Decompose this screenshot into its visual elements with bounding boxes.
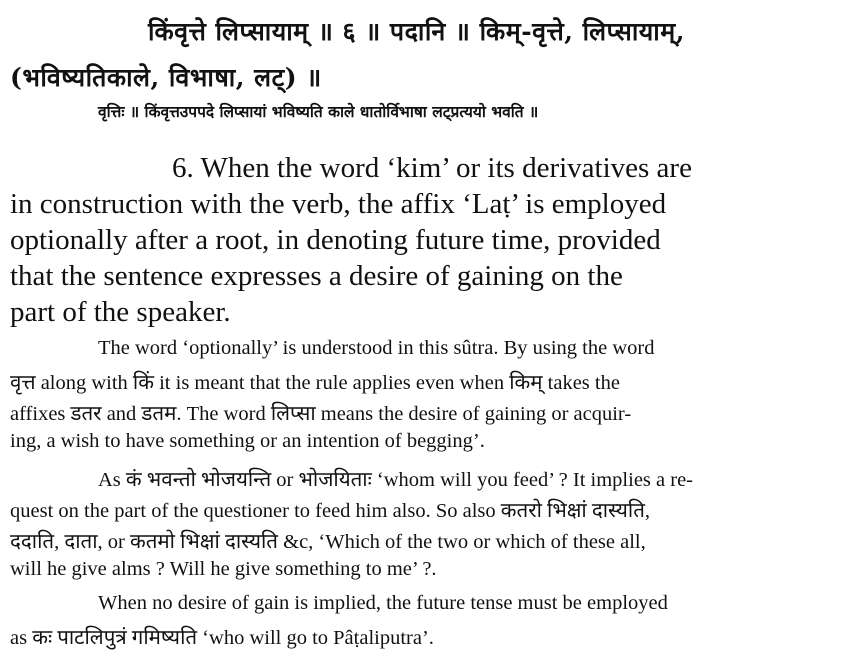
sutra-line-2: (भविष्यतिकाले, विभाषा, लट्) ॥	[10, 63, 322, 92]
commentary-line-3: affixes डतर and डतम. The word लिप्सा means the desire of gaining or acquir-	[10, 403, 632, 425]
vritti-line: वृत्तिः ॥ किंवृत्तउपपदे लिप्सायां भविष्यति काले धातोर्विभाषा लट्प्रत्ययो भवति ॥	[98, 102, 539, 121]
commentary-line-5: As कं भवन्तो भोजयन्ति or भोजयिताः ‘whom will you feed’ ? It implies a re-	[98, 469, 693, 491]
commentary-line-1: The word ‘optionally’ is understood in this sûtra. By using the word	[98, 337, 655, 359]
commentary-line-7: ददाति, दाता, or कतमो भिक्षां दास्यति &c, ‘Which of the two or which of these all,	[10, 531, 646, 553]
commentary-line-4: ing, a wish to have something or an intention of begging’.	[10, 430, 485, 452]
commentary-line-10: as कः पाटलिपुत्रं गमिष्यति ‘who will go to Pâṭaliputra’.	[10, 627, 434, 649]
translation-line-1: 6. When the word ‘kim’ or its derivatives are	[172, 152, 692, 184]
sutra-line-1: किंवृत्ते लिप्सायाम् ॥ ६ ॥ पदानि ॥ किम्-वृत्ते, लिप्सायाम्,	[148, 17, 685, 46]
translation-line-4: that the sentence expresses a desire of gaining on the	[10, 260, 623, 292]
translation-line-3: optionally after a root, in denoting future time, provided	[10, 224, 661, 256]
commentary-line-2: वृत्त along with किं it is meant that the rule applies even when किम् takes the	[10, 372, 620, 394]
commentary-line-6: quest on the part of the questioner to feed him also. So also कतरो भिक्षां दास्यति,	[10, 500, 651, 522]
translation-line-5: part of the speaker.	[10, 296, 231, 328]
translation-line-2: in construction with the verb, the affix ‘Laṭ’ is employed	[10, 188, 667, 220]
commentary-line-9: When no desire of gain is implied, the future tense must be employed	[98, 592, 668, 614]
commentary-line-8: will he give alms ? Will he give something to me’ ?.	[10, 558, 437, 580]
